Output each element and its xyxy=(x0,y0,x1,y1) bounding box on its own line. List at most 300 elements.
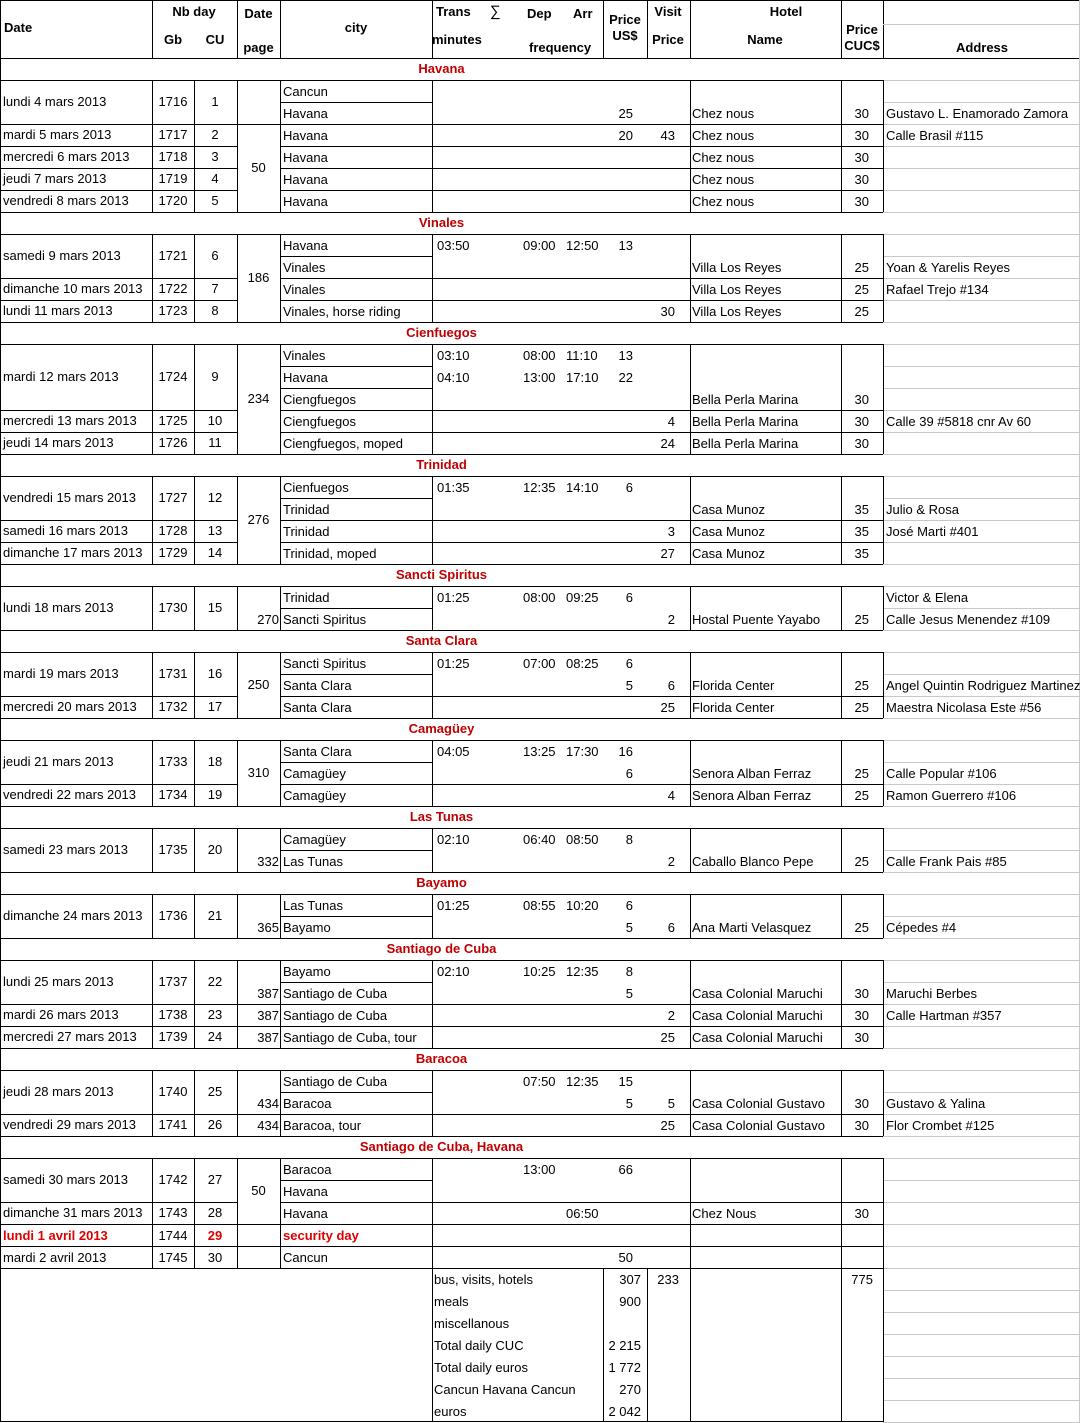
departure-time-cell: 09:00 xyxy=(523,238,556,253)
column-divider xyxy=(237,476,238,564)
column-divider xyxy=(690,740,691,806)
address-gridline xyxy=(883,278,1080,279)
column-divider xyxy=(280,894,281,938)
column-divider xyxy=(194,344,195,454)
day-number-gb: 1738 xyxy=(158,1007,188,1022)
section-title: Trinidad xyxy=(416,457,467,472)
section-title-border xyxy=(0,1158,883,1159)
hotel-price-cuc-cell: 30 xyxy=(854,986,869,1001)
city-cell: Vinales xyxy=(283,260,326,275)
column-divider xyxy=(280,586,281,630)
column-divider xyxy=(152,1070,153,1136)
section-title-border xyxy=(0,586,883,587)
departure-time-cell: 13:00 xyxy=(523,1162,556,1177)
hotel-price-cuc-cell: 25 xyxy=(854,854,869,869)
column-divider xyxy=(237,586,238,630)
transit-minutes-cell: 03:50 xyxy=(437,238,470,253)
column-divider xyxy=(432,1246,433,1268)
column-divider xyxy=(841,740,842,806)
city-cell: security day xyxy=(283,1228,359,1243)
departure-time-cell: 13:25 xyxy=(523,744,556,759)
arrival-time-cell: 12:35 xyxy=(566,964,599,979)
city-row-divider xyxy=(280,1180,432,1181)
day-number-gb: 1739 xyxy=(158,1029,188,1044)
hotel-name-cell: Ana Marti Velasquez xyxy=(692,920,812,935)
column-divider xyxy=(603,1268,604,1422)
day-number-gb: 1728 xyxy=(158,523,188,538)
column-divider xyxy=(432,1268,433,1422)
column-divider xyxy=(194,652,195,718)
section-bottom-border xyxy=(0,322,883,323)
column-divider xyxy=(237,652,238,718)
day-number-cu: 1 xyxy=(211,94,219,109)
address-gridline xyxy=(883,498,1080,499)
address-cell: Yoan & Yarelis Reyes xyxy=(886,260,1011,275)
transport-price-cell: 6 xyxy=(625,656,633,671)
header-nb-day: Nb day xyxy=(172,4,216,19)
address-gridline xyxy=(883,982,1080,983)
section-title: Sancti Spiritus xyxy=(395,567,488,582)
section-bottom-border xyxy=(0,1136,883,1137)
header-city: city xyxy=(344,20,368,35)
column-divider xyxy=(152,586,153,630)
address-gridline xyxy=(883,322,1080,323)
total-label: Total daily euros xyxy=(434,1360,528,1375)
day-date: dimanche 31 mars 2013 xyxy=(3,1205,143,1220)
city-cell: Camagüey xyxy=(283,788,346,803)
address-gridline xyxy=(883,586,1080,587)
header-frequency: frequency xyxy=(529,40,592,55)
transport-price-cell: 13 xyxy=(618,348,633,363)
date-page-cell: 310 xyxy=(247,765,270,780)
address-gridline xyxy=(883,80,1080,81)
day-row-divider xyxy=(0,1004,237,1005)
day-row-divider xyxy=(0,278,237,279)
column-divider xyxy=(152,234,153,322)
column-divider xyxy=(152,828,153,872)
section-title-border xyxy=(0,652,883,653)
hotel-name-cell: Casa Munoz xyxy=(692,546,765,561)
city-cell: Sancti Spiritus xyxy=(283,656,367,671)
column-divider xyxy=(432,1224,433,1246)
day-number-cu: 13 xyxy=(207,523,223,538)
address-cell: Gustavo L. Enamorado Zamora xyxy=(886,106,1069,121)
city-cell: Trinidad xyxy=(283,502,330,517)
transport-price-cell: 8 xyxy=(625,964,633,979)
arrival-time-cell: 17:10 xyxy=(566,370,599,385)
day-date: lundi 18 mars 2013 xyxy=(3,600,114,615)
city-cell: Havana xyxy=(283,106,328,121)
transit-minutes-cell: 01:35 xyxy=(437,480,470,495)
column-divider xyxy=(194,476,195,564)
arrival-time-cell: 10:20 xyxy=(566,898,599,913)
column-divider xyxy=(280,652,281,718)
day-date: jeudi 21 mars 2013 xyxy=(3,754,114,769)
hotel-name-cell: Villa Los Reyes xyxy=(692,304,782,319)
day-row-divider xyxy=(280,1026,883,1027)
hotel-name-cell: Casa Colonial Gustavo xyxy=(692,1118,825,1133)
day-number-gb: 1725 xyxy=(158,413,188,428)
city-cell: Santa Clara xyxy=(283,700,352,715)
section-title-border xyxy=(0,344,883,345)
column-divider xyxy=(841,1224,842,1246)
address-gridline xyxy=(883,1400,1080,1401)
transport-price-cell: 20 xyxy=(618,128,633,143)
header-gb: Gb xyxy=(163,32,183,47)
city-cell: Santiago de Cuba, tour xyxy=(283,1030,417,1045)
column-divider xyxy=(432,1070,433,1136)
arrival-time-cell: 14:10 xyxy=(566,480,599,495)
hotel-price-cuc-cell: 30 xyxy=(854,172,869,187)
address-gridline xyxy=(883,806,1080,807)
section-title-border xyxy=(0,960,883,961)
hotel-price-cuc-cell: 25 xyxy=(854,612,869,627)
section-title: Cienfuegos xyxy=(406,325,477,340)
day-row-divider xyxy=(280,520,883,521)
day-number-cu: 14 xyxy=(207,545,223,560)
section-bottom-border xyxy=(0,718,883,719)
hotel-name-cell: Villa Los Reyes xyxy=(692,260,782,275)
column-divider xyxy=(841,1268,842,1422)
day-date: lundi 11 mars 2013 xyxy=(3,303,113,318)
day-row-divider xyxy=(280,784,883,785)
day-row-divider xyxy=(280,124,883,125)
date-page-cell: 387 xyxy=(257,1030,279,1045)
day-number-gb: 1726 xyxy=(158,435,188,450)
date-page-cell: 50 xyxy=(251,160,266,175)
city-row-divider xyxy=(280,102,432,103)
day-date: vendredi 22 mars 2013 xyxy=(3,787,136,802)
transport-price-cell: 5 xyxy=(625,1096,633,1111)
column-divider xyxy=(432,234,433,322)
column-divider xyxy=(841,1158,842,1224)
address-cell: Calle Jesus Menendez #109 xyxy=(886,612,1051,627)
city-cell: Cancun xyxy=(283,1250,328,1265)
column-divider xyxy=(690,476,691,564)
column-divider xyxy=(883,1158,884,1224)
column-divider xyxy=(690,1268,691,1422)
column-divider xyxy=(152,344,153,454)
day-number-gb: 1744 xyxy=(158,1228,188,1243)
address-gridline xyxy=(883,1290,1080,1291)
address-gridline xyxy=(883,1070,1080,1071)
total-label: meals xyxy=(434,1294,469,1309)
day-number-cu: 27 xyxy=(207,1172,223,1187)
arrival-time-cell: 09:25 xyxy=(566,590,599,605)
column-divider xyxy=(152,1246,153,1268)
column-divider xyxy=(194,1224,195,1246)
day-number-gb: 1730 xyxy=(158,600,188,615)
column-divider xyxy=(690,80,691,212)
page-cell-border xyxy=(237,1114,280,1115)
transport-price-cell: 8 xyxy=(625,832,633,847)
hotel-price-cuc-cell: 30 xyxy=(854,392,869,407)
transport-price-cell: 6 xyxy=(625,590,633,605)
section-bottom-border xyxy=(0,564,883,565)
day-row-divider xyxy=(0,784,237,785)
section-title: Las Tunas xyxy=(409,809,474,824)
city-cell: Havana xyxy=(283,1184,328,1199)
day-row-divider xyxy=(0,1026,237,1027)
day-row-divider xyxy=(0,190,237,191)
column-divider xyxy=(883,1268,884,1422)
day-row-divider xyxy=(0,520,237,521)
column-divider xyxy=(194,1246,195,1268)
hotel-name-cell: Chez nous xyxy=(692,128,755,143)
address-gridline xyxy=(883,564,1080,565)
header-visit: Visit xyxy=(654,4,682,19)
hotel-name-cell: Bella Perla Marina xyxy=(692,392,799,407)
column-divider xyxy=(883,586,884,630)
day-date: jeudi 28 mars 2013 xyxy=(3,1084,114,1099)
column-divider xyxy=(841,828,842,872)
section-title: Baracoa xyxy=(415,1051,468,1066)
day-number-cu: 17 xyxy=(207,699,223,714)
column-divider xyxy=(194,1070,195,1136)
header-top-border xyxy=(0,0,1080,1)
city-row-divider xyxy=(280,608,432,609)
day-row-divider xyxy=(0,696,237,697)
day-date: samedi 30 mars 2013 xyxy=(3,1172,129,1187)
day-number-gb: 1717 xyxy=(158,127,188,142)
arrival-time-cell: 12:35 xyxy=(566,1074,599,1089)
column-divider xyxy=(690,1158,691,1224)
address-gridline xyxy=(883,1048,1080,1049)
day-number-gb: 1734 xyxy=(158,787,188,802)
column-divider xyxy=(432,894,433,938)
column-divider xyxy=(280,1158,281,1224)
address-gridline xyxy=(883,828,1080,829)
day-date: mardi 2 avril 2013 xyxy=(3,1250,107,1265)
transit-minutes-cell: 01:25 xyxy=(437,898,470,913)
day-number-gb: 1745 xyxy=(158,1250,188,1265)
column-divider xyxy=(690,234,691,322)
header-address: Address xyxy=(955,40,1009,55)
day-number-gb: 1743 xyxy=(158,1205,188,1220)
sigma-icon: ∑ xyxy=(490,3,501,20)
column-divider xyxy=(841,1246,842,1268)
day-number-cu: 18 xyxy=(207,754,223,769)
departure-time-cell: 13:00 xyxy=(523,370,556,385)
hotel-name-cell: Casa Colonial Maruchi xyxy=(692,1008,823,1023)
transit-minutes-cell: 04:05 xyxy=(437,744,470,759)
total-label: bus, visits, hotels xyxy=(434,1272,533,1287)
city-cell: Vinales xyxy=(283,282,326,297)
address-gridline xyxy=(883,718,1080,719)
column-divider xyxy=(690,586,691,630)
section-bottom-border xyxy=(0,806,883,807)
hotel-price-cuc-cell: 30 xyxy=(854,128,869,143)
day-date: mardi 5 mars 2013 xyxy=(3,127,112,142)
city-cell: Baracoa xyxy=(283,1096,332,1111)
page-cell-border xyxy=(237,1004,280,1005)
address-gridline xyxy=(883,1114,1080,1115)
address-gridline xyxy=(883,476,1080,477)
day-number-gb: 1721 xyxy=(158,248,188,263)
transit-minutes-cell: 04:10 xyxy=(437,370,470,385)
date-page-cell: 270 xyxy=(257,612,279,627)
section-title: Santiago de Cuba, Havana xyxy=(359,1139,524,1154)
column-divider xyxy=(690,1224,691,1246)
hotel-price-cuc-cell: 30 xyxy=(854,1118,869,1133)
address-cell: Calle 39 #5818 cnr Av 60 xyxy=(886,414,1032,429)
transport-price-cell: 5 xyxy=(625,986,633,1001)
city-cell: Havana xyxy=(283,150,328,165)
day-number-cu: 29 xyxy=(207,1228,223,1243)
column-divider xyxy=(152,1158,153,1224)
header-arr: Arr xyxy=(573,6,593,21)
column-divider xyxy=(432,828,433,872)
column-divider xyxy=(194,828,195,872)
city-cell: Havana xyxy=(283,194,328,209)
column-divider xyxy=(237,344,238,454)
address-cell: Calle Frank Pais #85 xyxy=(886,854,1007,869)
day-date: dimanche 17 mars 2013 xyxy=(3,545,143,560)
day-number-cu: 20 xyxy=(207,842,223,857)
day-number-cu: 25 xyxy=(207,1084,223,1099)
day-date: lundi 25 mars 2013 xyxy=(3,974,114,989)
address-gridline xyxy=(883,1268,1080,1269)
visit-price-cell: 2 xyxy=(667,612,675,627)
address-gridline xyxy=(883,938,1080,939)
column-divider xyxy=(237,1246,238,1268)
column-divider xyxy=(883,1070,884,1136)
column-divider xyxy=(280,1070,281,1136)
column-divider xyxy=(280,476,281,564)
address-gridline xyxy=(883,1224,1080,1225)
day-date: mardi 26 mars 2013 xyxy=(3,1007,119,1022)
address-gridline xyxy=(883,630,1080,631)
column-divider xyxy=(841,1070,842,1136)
address-gridline xyxy=(883,762,1080,763)
date-page-cell: 365 xyxy=(257,920,279,935)
arrival-time-cell: 11:10 xyxy=(566,348,598,363)
transit-minutes-cell: 01:25 xyxy=(437,590,470,605)
city-row-divider xyxy=(280,674,432,675)
day-date: samedi 9 mars 2013 xyxy=(3,248,121,263)
day-date: vendredi 29 mars 2013 xyxy=(3,1117,136,1132)
hotel-price-cuc-cell: 30 xyxy=(854,150,869,165)
day-number-gb: 1716 xyxy=(158,94,188,109)
column-divider xyxy=(237,960,238,1048)
section-bottom-border xyxy=(0,872,883,873)
total-visit: 233 xyxy=(657,1272,679,1287)
day-number-cu: 5 xyxy=(211,193,219,208)
header-bottom-border xyxy=(0,58,1080,59)
address-cell: Calle Brasil #115 xyxy=(886,128,984,143)
column-divider xyxy=(194,960,195,1048)
date-page-cell: 434 xyxy=(257,1118,279,1133)
address-gridline xyxy=(883,124,1080,125)
hotel-price-cuc-cell: 30 xyxy=(854,1096,869,1111)
visit-price-cell: 25 xyxy=(660,700,675,715)
section-title-border xyxy=(0,894,883,895)
column-divider xyxy=(883,80,884,212)
column-divider xyxy=(841,894,842,938)
column-divider xyxy=(152,652,153,718)
visit-price-cell: 4 xyxy=(667,788,675,803)
transport-price-cell: 22 xyxy=(618,370,633,385)
address-gridline xyxy=(883,1180,1080,1181)
column-divider xyxy=(883,1224,884,1246)
visit-price-cell: 43 xyxy=(660,128,675,143)
hotel-price-cuc-cell: 30 xyxy=(854,1030,869,1045)
day-number-gb: 1735 xyxy=(158,842,188,857)
day-date: vendredi 15 mars 2013 xyxy=(3,490,136,505)
section-title: Vinales xyxy=(418,215,465,230)
date-page-cell: 186 xyxy=(247,270,270,285)
header-price-cuc-2: CUC$ xyxy=(844,38,880,53)
section-title-border xyxy=(0,828,883,829)
hotel-name-cell: Caballo Blanco Pepe xyxy=(692,854,814,869)
address-gridline xyxy=(883,454,1080,455)
transport-price-cell: 66 xyxy=(618,1162,633,1177)
day-number-cu: 30 xyxy=(207,1250,223,1265)
date-page-cell: 387 xyxy=(257,986,279,1001)
section-bottom-border xyxy=(0,1224,883,1225)
column-divider xyxy=(237,740,238,806)
day-number-cu: 23 xyxy=(207,1007,223,1022)
city-cell: Las Tunas xyxy=(283,898,343,913)
header-price-us-1: Price xyxy=(609,12,641,27)
column-divider xyxy=(152,1224,153,1246)
address-gridline xyxy=(883,850,1080,851)
hotel-name-cell: Florida Center xyxy=(692,700,775,715)
address-gridline xyxy=(883,674,1080,675)
address-cell: Maruchi Berbes xyxy=(886,986,978,1001)
total-price: 900 xyxy=(619,1294,641,1309)
day-date: vendredi 8 mars 2013 xyxy=(3,193,129,208)
day-number-gb: 1719 xyxy=(158,171,188,186)
transit-minutes-cell: 02:10 xyxy=(437,832,470,847)
day-row-divider xyxy=(280,432,883,433)
day-date: mercredi 20 mars 2013 xyxy=(3,699,137,714)
column-divider xyxy=(690,828,691,872)
transport-price-cell: 16 xyxy=(618,744,633,759)
column-divider xyxy=(647,1268,648,1422)
hotel-price-cuc-cell: 25 xyxy=(854,788,869,803)
city-cell: Trinidad xyxy=(283,590,330,605)
column-divider xyxy=(883,234,884,322)
transit-minutes-cell: 03:10 xyxy=(437,348,470,363)
hotel-name-cell: Casa Colonial Maruchi xyxy=(692,986,823,1001)
day-row-divider xyxy=(280,542,883,543)
address-cell: Cépedes #4 xyxy=(886,920,957,935)
address-gridline xyxy=(883,1356,1080,1357)
day-number-cu: 7 xyxy=(211,281,219,296)
column-divider xyxy=(841,586,842,630)
city-cell: Las Tunas xyxy=(283,854,343,869)
column-divider xyxy=(841,960,842,1048)
visit-price-cell: 30 xyxy=(660,304,675,319)
arrival-time-cell: 08:25 xyxy=(566,656,599,671)
city-cell: Santiago de Cuba xyxy=(283,1008,388,1023)
day-number-gb: 1736 xyxy=(158,908,188,923)
address-gridline xyxy=(883,102,1080,103)
day-number-gb: 1727 xyxy=(158,490,188,505)
column-divider xyxy=(280,740,281,806)
column-divider xyxy=(237,234,238,322)
total-cuc: 775 xyxy=(851,1272,873,1287)
column-divider xyxy=(432,344,433,454)
hotel-price-cuc-cell: 25 xyxy=(854,700,869,715)
section-bottom-border xyxy=(0,1048,883,1049)
column-divider xyxy=(432,586,433,630)
departure-time-cell: 07:50 xyxy=(523,1074,556,1089)
column-divider xyxy=(690,344,691,454)
address-gridline xyxy=(883,1136,1080,1137)
address-gridline xyxy=(883,300,1080,301)
